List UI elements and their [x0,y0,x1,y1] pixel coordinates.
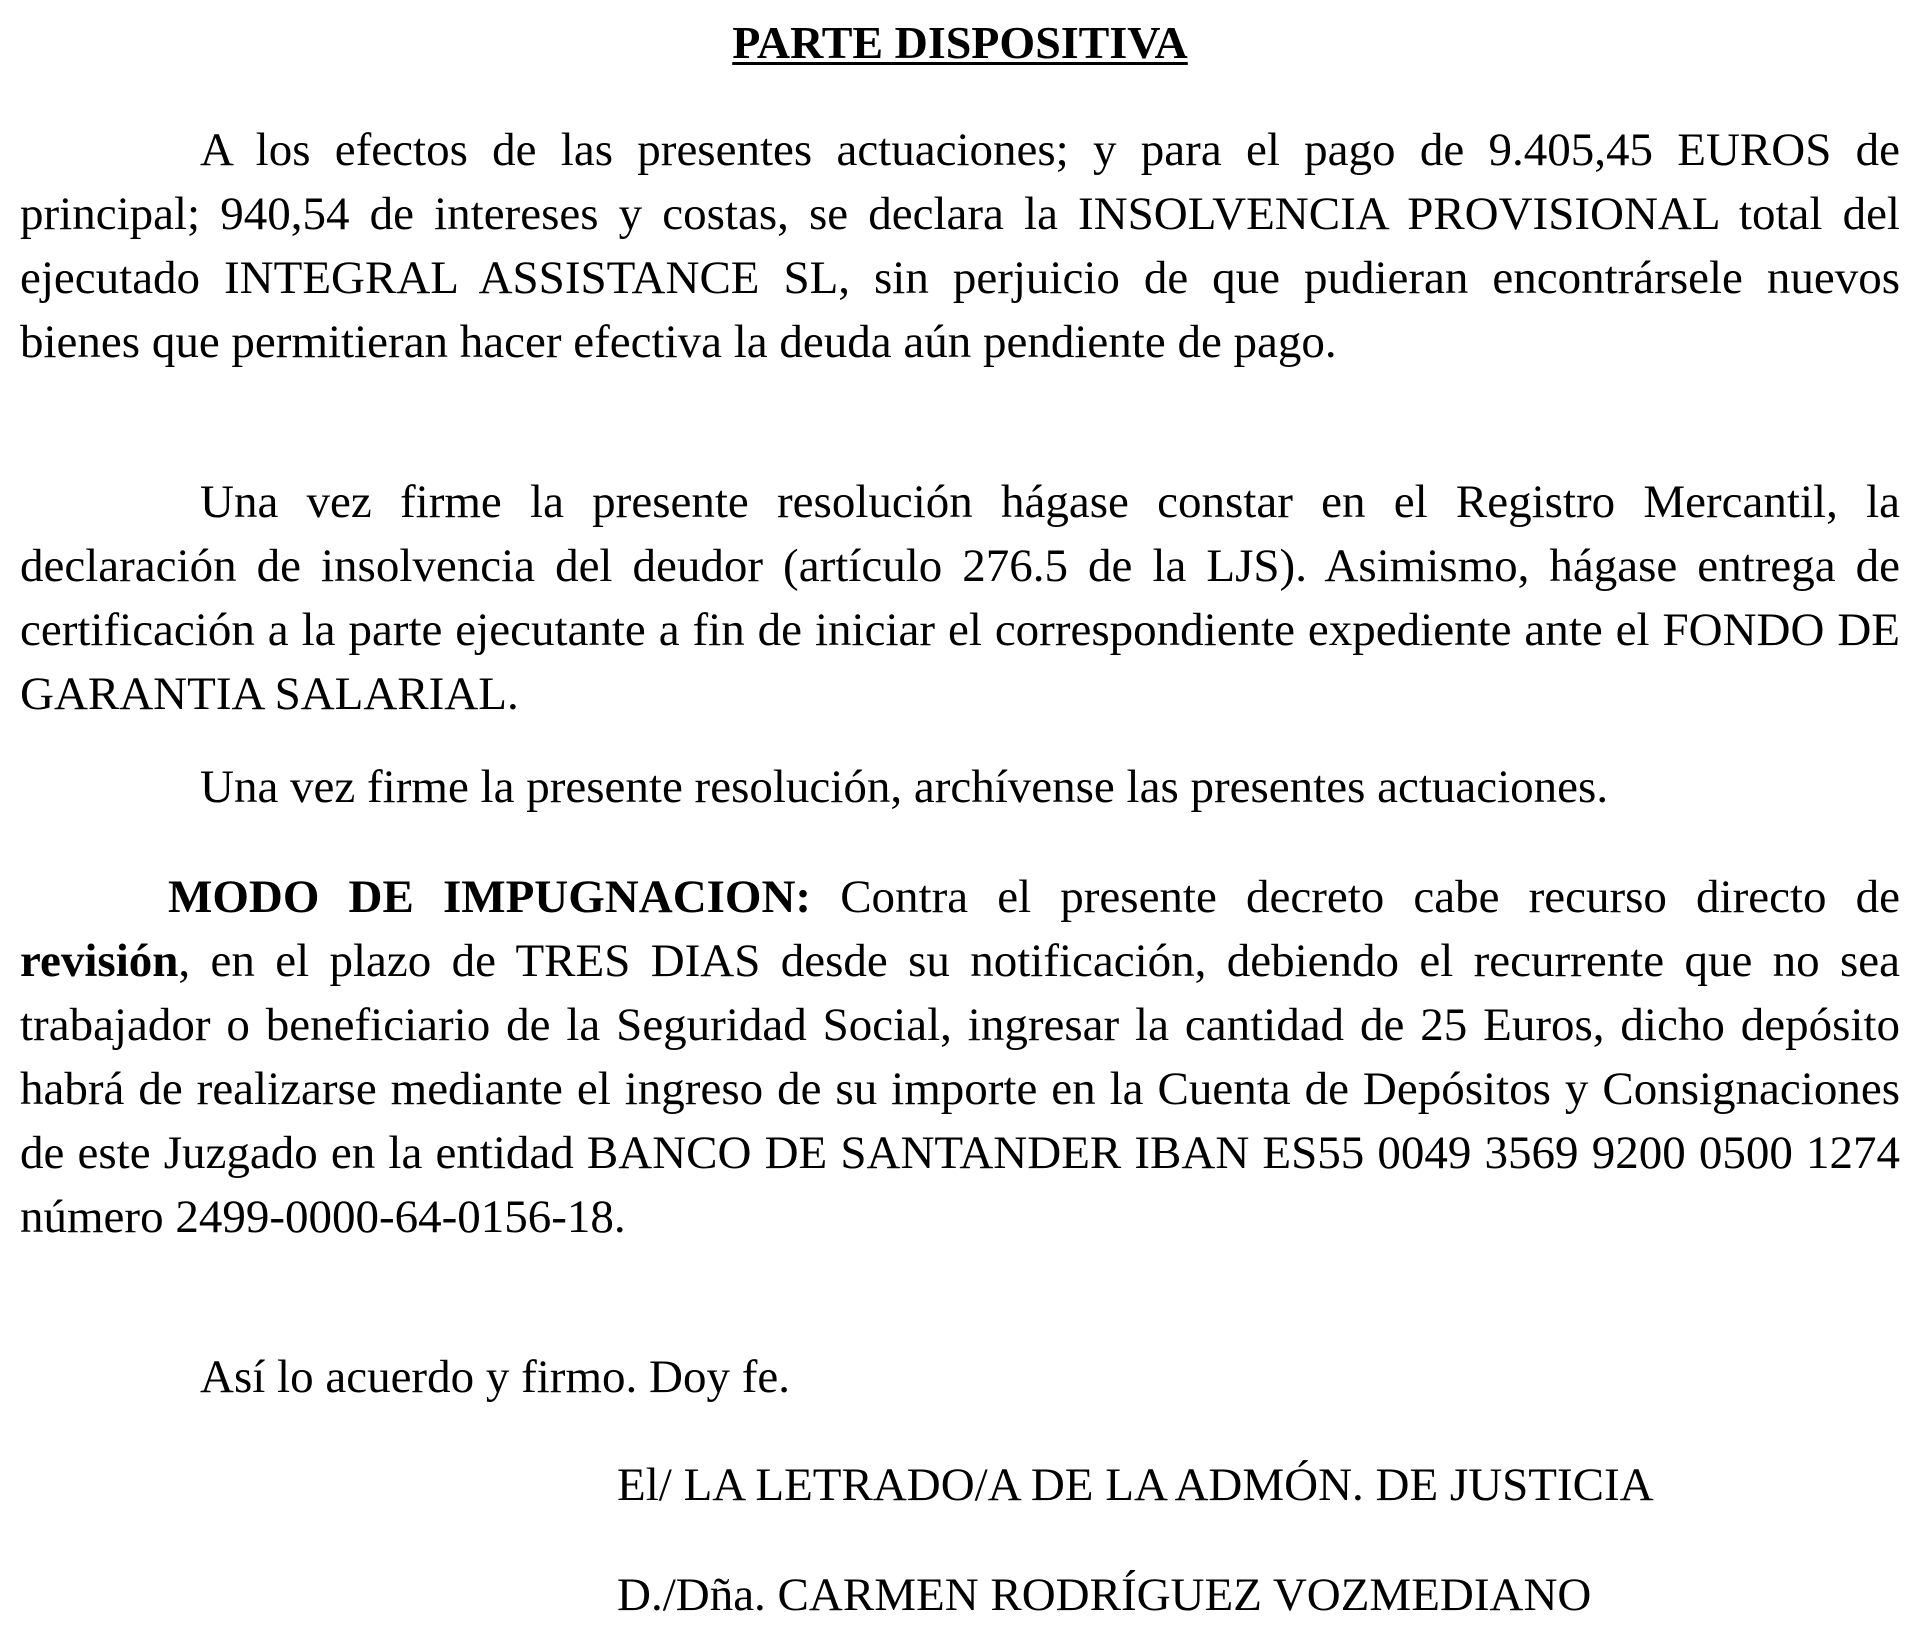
paragraph-insolvency-declaration: A los efectos de las presentes actuaciones; y para el pago de 9.405,45 EUROS de principal; 940,54 de intereses y costas, se declara la INSOLVENCIA PROVISIONAL total del ejecutado INTEGRAL ASSISTANCE SL, sin perjuicio de que pudieran encontrársele nuevos bienes que permitieran hacer efectiva la deuda aún pendiente de pago. [20,124,1900,368]
paragraph-registry-certification: Una vez firme la presente resolución hágase constar en el Registro Mercantil, la declaración de insolvencia del deudor (artículo 276.5 de la LJS). Asimismo, hágase entrega de certificación a la parte ejecutante a fin de iniciar el correspondiente expediente ante el FONDO DE GARANTIA SALARIAL. [20,476,1900,720]
document-page [20,0,1900,1644]
revision-term: revisión [20,935,179,987]
challenge-method-label: MODO DE IMPUGNACION: [168,871,812,923]
paragraph-archive: Una vez firme la presente resolución, archívense las presentes actuaciones. [200,761,1609,813]
closing-statement: Así lo acuerdo y firmo. Doy fe. [200,1351,790,1403]
challenge-method-text-a: Contra el presente decreto cabe recurso directo de [811,871,1900,923]
page-title: PARTE DISPOSITIVA [732,17,1188,68]
signer-name: D./Dña. CARMEN RODRÍGUEZ VOZMEDIANO [617,1569,1592,1621]
signer-title: El/ LA LETRADO/A DE LA ADMÓN. DE JUSTICIA [617,1459,1654,1511]
paragraph-challenge-method [20,865,1900,1249]
challenge-method-text-b: , en el plazo de TRES DIAS desde su notificación, debiendo el recurrente que no sea trabajador o beneficiario de la Seguridad Social, ingresar la cantidad de 25 Euros, dicho depósito habrá de realizarse mediante el ingreso de su importe en la Cuenta de Depósitos y Consignaciones de este Juzgado en la entidad BANCO DE SANTANDER IBAN ES55 0049 3569 9200 0500 1274 número 2499-0000-64-0156-18. [20,935,1900,1243]
